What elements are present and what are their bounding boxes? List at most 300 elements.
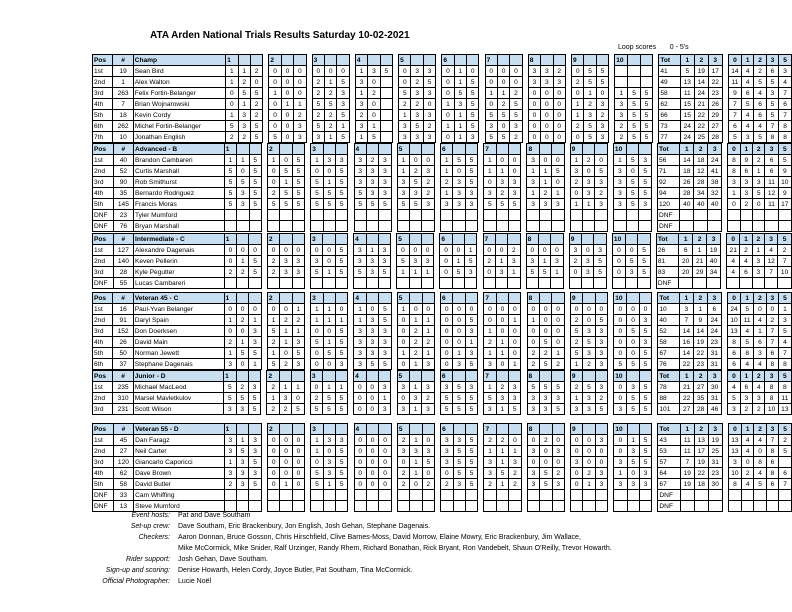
score-count: 7 <box>779 348 792 359</box>
section-score: 5 <box>452 267 464 278</box>
section-score <box>422 490 434 501</box>
section-score: 5 <box>280 199 292 210</box>
section-score: 0 <box>496 315 508 326</box>
section-score: 2 <box>397 468 409 479</box>
section-score: 5 <box>249 256 261 267</box>
section-score: 0 <box>224 245 236 256</box>
pos-header: Pos <box>93 424 114 435</box>
score-count: 12 <box>765 188 778 199</box>
section-score: 3 <box>411 66 423 77</box>
section-score: 1 <box>325 132 337 143</box>
pos-header: Pos <box>93 55 113 66</box>
rider-number: 13 <box>113 501 133 512</box>
section-score: 0 <box>627 304 639 315</box>
loop-header-blank <box>541 55 553 66</box>
loop-header-blank <box>237 234 249 245</box>
section-score <box>552 221 564 232</box>
loop-total: 24 <box>680 132 694 143</box>
score-count-header: 1 <box>740 144 752 155</box>
loop-total: 5 <box>680 66 694 77</box>
section-score: 2 <box>236 315 248 326</box>
score-count: 5 <box>728 132 741 143</box>
loop-header-blank <box>335 293 347 304</box>
section-score: 2 <box>250 66 262 77</box>
class-name: Junior - D <box>133 371 223 382</box>
section-score <box>627 490 639 501</box>
section-score <box>237 501 249 512</box>
section-score: 0 <box>540 315 552 326</box>
score-count: 6 <box>740 267 752 278</box>
section-score: 3 <box>613 188 626 199</box>
section-score: 3 <box>465 199 477 210</box>
section-score: 3 <box>337 88 349 99</box>
rider-total: 120 <box>657 199 679 210</box>
loop-header-blank <box>249 293 261 304</box>
section-score: 5 <box>467 77 479 88</box>
section-score: 5 <box>267 326 279 337</box>
section-score: 1 <box>409 267 421 278</box>
section-score: 3 <box>509 382 521 393</box>
loop-total: 23 <box>707 337 721 348</box>
section-score: 3 <box>552 446 564 457</box>
loop-header-blank <box>368 55 380 66</box>
section-score: 1 <box>409 404 421 415</box>
section-score: 5 <box>312 121 324 132</box>
section-score <box>280 221 292 232</box>
table-row <box>93 348 792 359</box>
loop-header: 10 <box>615 55 628 66</box>
score-count: 9 <box>778 166 791 177</box>
section-score: 1 <box>397 304 409 315</box>
section-score: 1 <box>527 315 539 326</box>
loop-header-blank <box>552 144 564 155</box>
section-score: 1 <box>323 304 335 315</box>
section-score: 3 <box>237 188 249 199</box>
section-score: 3 <box>639 155 651 166</box>
section-score: 5 <box>467 121 479 132</box>
table-row <box>93 66 792 77</box>
section-score <box>496 501 508 512</box>
loop-total: 40 <box>708 199 722 210</box>
loop-header-blank <box>281 55 293 66</box>
section-score: 1 <box>572 99 584 110</box>
section-score: 1 <box>237 155 249 166</box>
section-score: 0 <box>496 304 508 315</box>
section-score: 0 <box>354 404 366 415</box>
section-score: 5 <box>584 132 596 143</box>
loop-header: 6 <box>441 424 453 435</box>
section-score: 3 <box>569 245 581 256</box>
table-row <box>93 256 792 267</box>
loop-header-blank <box>422 424 434 435</box>
section-score: 3 <box>355 99 367 110</box>
section-score: 3 <box>409 256 421 267</box>
section-score: 0 <box>281 110 293 121</box>
score-count: 7 <box>766 121 778 132</box>
section-score: 0 <box>614 326 627 337</box>
score-count: 8 <box>727 337 740 348</box>
section-score <box>583 210 595 221</box>
section-score: 2 <box>583 359 595 370</box>
loop-total: 27 <box>708 121 722 132</box>
loop-total: 14 <box>680 155 694 166</box>
loop-total: 24 <box>707 326 721 337</box>
rider-number: 40 <box>113 155 133 166</box>
loop-header-blank <box>323 144 335 155</box>
section-score: 3 <box>627 446 639 457</box>
pos-header: Pos <box>93 371 113 382</box>
section-score: 2 <box>440 177 452 188</box>
section-score: 0 <box>280 468 292 479</box>
section-score: 0 <box>582 245 594 256</box>
section-score: 3 <box>411 110 423 121</box>
section-score: 5 <box>292 155 304 166</box>
score-count: 5 <box>753 188 765 199</box>
loop-scores-label: Loop scores <box>618 44 657 51</box>
loop-total: 17 <box>694 446 708 457</box>
section-score: 5 <box>337 110 349 121</box>
section-score: 3 <box>279 393 291 404</box>
rider-total: DNF <box>656 278 678 289</box>
score-count: 7 <box>728 110 741 121</box>
section-score: 0 <box>397 337 409 348</box>
section-score: 3 <box>527 468 539 479</box>
section-score: 0 <box>323 359 335 370</box>
section-score: 1 <box>570 155 582 166</box>
score-count: 7 <box>778 256 792 267</box>
section-score: 5 <box>311 337 323 348</box>
loop-total: 19 <box>694 66 708 77</box>
score-count <box>778 221 791 232</box>
section-score: 0 <box>267 435 279 446</box>
section-score: 3 <box>595 199 607 210</box>
section-score: 3 <box>294 132 306 143</box>
loop-header-blank <box>626 234 638 245</box>
loop-header: 9 <box>569 234 581 245</box>
section-score: 0 <box>572 66 584 77</box>
total-header: Tot <box>658 293 680 304</box>
loop-header-blank <box>584 55 596 66</box>
section-score <box>280 210 292 221</box>
rider-number: 62 <box>113 468 133 479</box>
section-score: 3 <box>399 121 411 132</box>
section-score: 2 <box>411 99 423 110</box>
section-score: 1 <box>292 304 304 315</box>
section-score: 1 <box>267 348 279 359</box>
section-score: 5 <box>584 66 596 77</box>
section-score: 5 <box>226 121 238 132</box>
section-score: 3 <box>595 382 607 393</box>
credit-label: Rider support: <box>126 556 170 563</box>
loop-header-blank <box>552 293 564 304</box>
section-score: 5 <box>465 393 477 404</box>
loop-total: 22 <box>679 359 693 370</box>
score-count: 4 <box>741 359 754 370</box>
section-score: 3 <box>595 359 607 370</box>
section-score <box>397 501 409 512</box>
section-score: 1 <box>583 479 595 490</box>
rider-total: 83 <box>656 267 678 278</box>
section-score <box>249 221 261 232</box>
section-score: 3 <box>627 382 639 393</box>
score-count: 24 <box>727 304 740 315</box>
loop-header-blank <box>379 293 391 304</box>
score-count: 4 <box>742 77 754 88</box>
loop-header-blank <box>292 234 304 245</box>
section-score <box>292 221 304 232</box>
section-score: 5 <box>465 446 477 457</box>
score-count: 3 <box>752 256 764 267</box>
section-score: 5 <box>248 404 260 415</box>
section-score <box>410 221 422 232</box>
section-score: 3 <box>379 326 391 337</box>
section-score <box>640 77 652 88</box>
section-score: 3 <box>527 446 539 457</box>
section-score: 1 <box>224 315 236 326</box>
section-score: 0 <box>496 326 508 337</box>
section-score <box>613 221 626 232</box>
rider-name: Rob Smithurst <box>134 177 225 188</box>
section-score: 5 <box>465 479 477 490</box>
credit-value: Josh Gehan, Dave Southam. <box>178 556 268 563</box>
section-score: 2 <box>238 77 250 88</box>
section-score: 0 <box>366 304 378 315</box>
score-count <box>765 278 778 289</box>
section-score: 3 <box>423 110 435 121</box>
section-score <box>465 501 477 512</box>
score-count-header: 1 <box>742 55 754 66</box>
rider-position: 5th <box>93 199 114 210</box>
section-score: 5 <box>237 177 249 188</box>
section-score: 0 <box>627 315 639 326</box>
score-count <box>766 501 778 512</box>
section-score <box>354 501 366 512</box>
class-header-row <box>93 371 792 382</box>
loop-header-blank <box>237 424 249 435</box>
section-score <box>441 490 453 501</box>
section-score: 3 <box>224 404 236 415</box>
rider-position: 3rd <box>93 267 114 278</box>
section-score: 3 <box>354 326 366 337</box>
section-score: 5 <box>509 404 521 415</box>
section-score <box>582 278 594 289</box>
section-score: 5 <box>280 188 292 199</box>
section-score: 5 <box>639 446 651 457</box>
score-count: 4 <box>754 88 766 99</box>
section-score: 3 <box>582 256 594 267</box>
loop-total: 6 <box>707 304 721 315</box>
section-score: 3 <box>366 188 378 199</box>
section-score <box>323 278 335 289</box>
section-score: 3 <box>354 166 366 177</box>
credit-value: Aaron Donnan, Bruce Gosson, Chris Hirschfield, Clive Barnes-Moss, David Morrow, Elaine Mowry, Eric Brackenbury, Jim Wallace, <box>178 534 581 541</box>
section-score <box>552 490 564 501</box>
section-score: 5 <box>539 267 551 278</box>
loop-header-blank <box>452 234 464 245</box>
loop-total-header: 3 <box>708 144 722 155</box>
loop-total <box>708 490 722 501</box>
section-score <box>409 278 421 289</box>
section-score: 0 <box>397 359 409 370</box>
loop-header-blank <box>539 371 551 382</box>
section-score: 1 <box>249 315 261 326</box>
loop-total: 18 <box>680 166 694 177</box>
section-score: 3 <box>528 66 540 77</box>
rider-position: DNF <box>93 210 114 221</box>
section-score: 3 <box>594 245 606 256</box>
score-count <box>754 501 766 512</box>
section-score: 0 <box>527 337 539 348</box>
section-score: 1 <box>397 166 409 177</box>
section-score: 0 <box>397 326 409 337</box>
section-score: 1 <box>497 88 509 99</box>
section-score: 5 <box>465 435 477 446</box>
section-score: 3 <box>411 88 423 99</box>
section-score: 0 <box>397 457 409 468</box>
class-name: Veteran 55 - D <box>134 424 225 435</box>
score-count-header: 5 <box>779 424 792 435</box>
section-score: 1 <box>496 166 508 177</box>
section-score: 1 <box>311 446 323 457</box>
loop-total: 1 <box>693 304 707 315</box>
section-score: 3 <box>378 245 390 256</box>
section-score: 0 <box>354 457 366 468</box>
section-score: 0 <box>571 446 583 457</box>
section-score <box>496 221 508 232</box>
section-score: 2 <box>325 88 337 99</box>
loop-header: 1 <box>224 144 236 155</box>
section-score: 3 <box>541 77 553 88</box>
section-score: 0 <box>442 66 454 77</box>
section-score: 5 <box>292 348 304 359</box>
section-score <box>336 490 348 501</box>
section-score: 1 <box>311 155 323 166</box>
loop-header: 9 <box>570 371 582 382</box>
section-score: 0 <box>540 446 552 457</box>
loop-header-blank <box>238 55 250 66</box>
section-score <box>366 221 378 232</box>
section-score: 0 <box>570 304 582 315</box>
section-score: 5 <box>378 267 390 278</box>
section-score: 5 <box>484 199 496 210</box>
loop-total: 20 <box>679 256 693 267</box>
loop-header-blank <box>583 293 595 304</box>
loop-header-blank <box>496 293 508 304</box>
section-score <box>267 278 279 289</box>
section-score: 5 <box>485 132 497 143</box>
table-row <box>93 359 792 370</box>
table-row <box>93 267 792 278</box>
section-score <box>628 77 640 88</box>
loop-header: 7 <box>484 424 496 435</box>
loop-header: 10 <box>614 371 627 382</box>
section-score: 5 <box>640 110 652 121</box>
section-score: 1 <box>267 393 279 404</box>
section-score: 3 <box>337 99 349 110</box>
loop-header-blank <box>366 293 378 304</box>
table-row <box>93 326 792 337</box>
section-score: 2 <box>237 267 249 278</box>
loop-total: 24 <box>694 88 708 99</box>
section-score: 2 <box>312 77 324 88</box>
section-score: 1 <box>496 404 508 415</box>
section-score <box>465 490 477 501</box>
section-score: 5 <box>237 446 249 457</box>
section-score: 5 <box>639 177 651 188</box>
rider-name: Don Doerksen <box>133 326 224 337</box>
section-score: 1 <box>280 177 292 188</box>
loop-header-blank <box>496 371 508 382</box>
score-count: 9 <box>728 88 741 99</box>
section-score: 0 <box>526 245 538 256</box>
section-score: 5 <box>323 393 335 404</box>
rider-name: Michael MacLeod <box>133 382 223 393</box>
section-score: 2 <box>552 359 564 370</box>
section-score: 3 <box>465 326 477 337</box>
section-score: 1 <box>572 110 584 121</box>
loop-total: 28 <box>680 188 694 199</box>
section-score <box>237 490 249 501</box>
section-score <box>484 490 496 501</box>
section-score: 0 <box>571 479 583 490</box>
section-score: 3 <box>311 256 323 267</box>
section-score: 1 <box>614 468 627 479</box>
table-row <box>93 177 792 188</box>
section-score <box>496 210 508 221</box>
section-score: 2 <box>411 77 423 88</box>
section-score: 1 <box>484 155 496 166</box>
section-score: 5 <box>638 267 650 278</box>
section-score: 3 <box>379 188 391 199</box>
loop-header-blank <box>292 371 304 382</box>
section-score: 1 <box>508 267 520 278</box>
score-count: 5 <box>766 99 778 110</box>
section-score: 0 <box>496 155 508 166</box>
loop-header: 3 <box>311 424 323 435</box>
section-score: 2 <box>596 110 608 121</box>
section-score: 5 <box>639 359 651 370</box>
section-score: 0 <box>280 435 292 446</box>
loop-total: 34 <box>707 267 721 278</box>
loop-header: 9 <box>570 144 582 155</box>
section-score: 0 <box>583 435 595 446</box>
loop-header: 3 <box>312 55 324 66</box>
section-score: 0 <box>267 468 279 479</box>
section-score: 1 <box>410 457 422 468</box>
section-score: 0 <box>528 121 540 132</box>
section-score: 0 <box>569 267 581 278</box>
section-score: 0 <box>250 77 262 88</box>
loop-total: 25 <box>694 132 708 143</box>
section-score: 0 <box>294 66 306 77</box>
rider-number: 127 <box>113 245 133 256</box>
section-score: 5 <box>336 457 348 468</box>
section-score <box>484 210 496 221</box>
loop-total: 46 <box>708 404 722 415</box>
section-score: 2 <box>552 468 564 479</box>
section-score: 0 <box>441 337 453 348</box>
section-score: 5 <box>526 267 538 278</box>
rider-position: 1st <box>93 435 114 446</box>
section-score: 3 <box>508 188 520 199</box>
score-count <box>728 501 741 512</box>
section-score: 0 <box>354 435 366 446</box>
loop-total: 18 <box>694 155 708 166</box>
section-score: 3 <box>379 155 391 166</box>
section-score <box>380 88 392 99</box>
section-score: 1 <box>465 245 477 256</box>
section-score: 0 <box>552 315 564 326</box>
